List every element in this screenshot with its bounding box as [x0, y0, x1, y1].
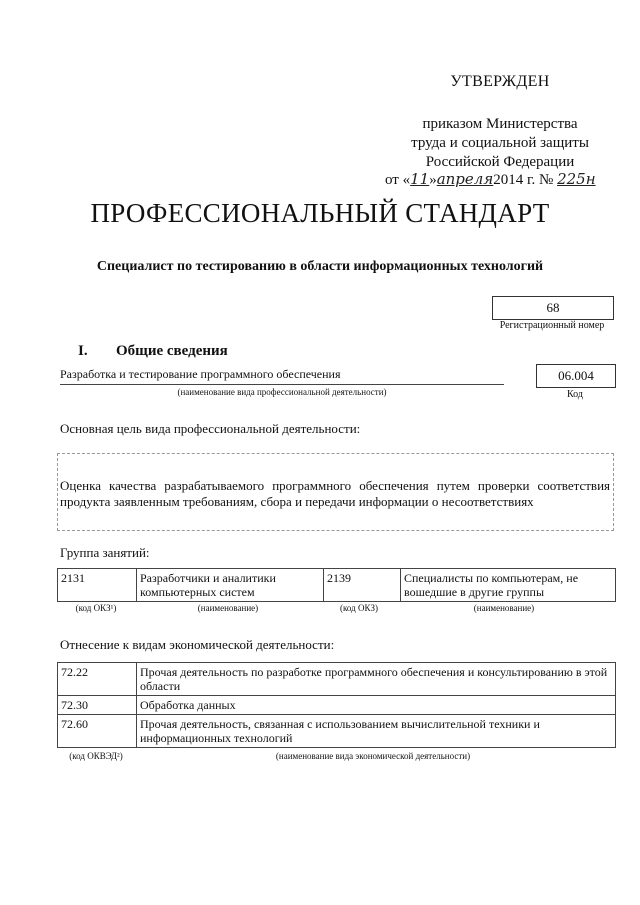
table-row: [58, 715, 616, 748]
okved-name-caption: (наименование вида экономической деятельности): [275, 751, 471, 761]
document-title: ПРОФЕССИОНАЛЬНЫЙ СТАНДАРТ: [90, 198, 550, 228]
date-month: апреля: [436, 170, 494, 188]
document-subtitle: Специалист по тестированию в области информационных технологий: [96, 259, 544, 274]
goal-text: Оценка качества разрабатываемого программного обеспечения путем проверки соответствия продукта заявленным требованиям, сбора и передачи информации о несоответствиях: [60, 478, 610, 509]
okved-name-cell: Прочая деятельность по разработке программного обеспечения и консультированию в этой области: [137, 663, 616, 696]
approval-line-1: приказом Министерства: [422, 116, 578, 132]
section-heading: [78, 343, 228, 360]
section-title: Общие сведения: [116, 343, 228, 359]
approval-line-2: труда и социальной защиты: [411, 135, 589, 151]
okved-code-cell: 72.30: [58, 696, 137, 715]
approval-line-3: Российской Федерации: [425, 154, 575, 170]
approval-date: [385, 170, 596, 189]
okved-code-cell: 72.22: [58, 663, 137, 696]
date-year: 2014 г. №: [493, 172, 554, 188]
occupation-group-label: Группа занятий:: [60, 545, 150, 560]
activity-code-caption: Код: [567, 389, 583, 400]
activity-name: Разработка и тестирование программного обеспечения: [60, 367, 341, 381]
okz-code-caption: (код ОКЗ¹): [75, 603, 117, 613]
okz-name-caption: (наименование): [473, 603, 535, 613]
okved-code-cell: 72.60: [58, 715, 137, 748]
table-row: [58, 663, 616, 696]
table-row: [58, 696, 616, 715]
registration-number-box: 68: [492, 296, 614, 320]
activity-code-box: 06.004: [536, 364, 616, 388]
economic-activities-table: [57, 662, 616, 748]
okved-name-cell: Обработка данных: [137, 696, 616, 715]
economic-activities-label: Отнесение к видам экономической деятельности:: [60, 637, 335, 652]
date-day: 11: [410, 170, 430, 188]
section-number: I.: [78, 343, 88, 359]
okz-name-cell: Специалисты по компьютерам, не вошедшие в другие группы: [401, 569, 616, 602]
goal-label: Основная цель вида профессиональной деятельности:: [60, 421, 361, 436]
activity-underline: [60, 384, 504, 385]
registration-number-label: Регистрационный номер: [499, 320, 605, 331]
okz-code-cell: 2139: [324, 569, 401, 602]
occupation-table: [57, 568, 616, 602]
approval-block: [390, 72, 610, 172]
okved-code-caption: (код ОКВЭД²): [69, 751, 123, 761]
date-prefix: от «: [385, 172, 411, 188]
okz-name-caption: (наименование): [197, 603, 259, 613]
okz-name-cell: Разработчики и аналитики компьютерных систем: [137, 569, 324, 602]
okz-code-caption: (код ОКЗ): [340, 603, 378, 613]
order-number: 225н: [557, 170, 596, 188]
okz-code-cell: 2131: [58, 569, 137, 602]
activity-caption: (наименование вида профессиональной деятельности): [177, 387, 387, 397]
okved-name-cell: Прочая деятельность, связанная с использованием вычислительной техники и информационных технологий: [137, 715, 616, 748]
table-row: [58, 569, 616, 602]
approval-heading: УТВЕРЖДЕН: [450, 73, 550, 90]
date-mid: »: [429, 172, 437, 188]
